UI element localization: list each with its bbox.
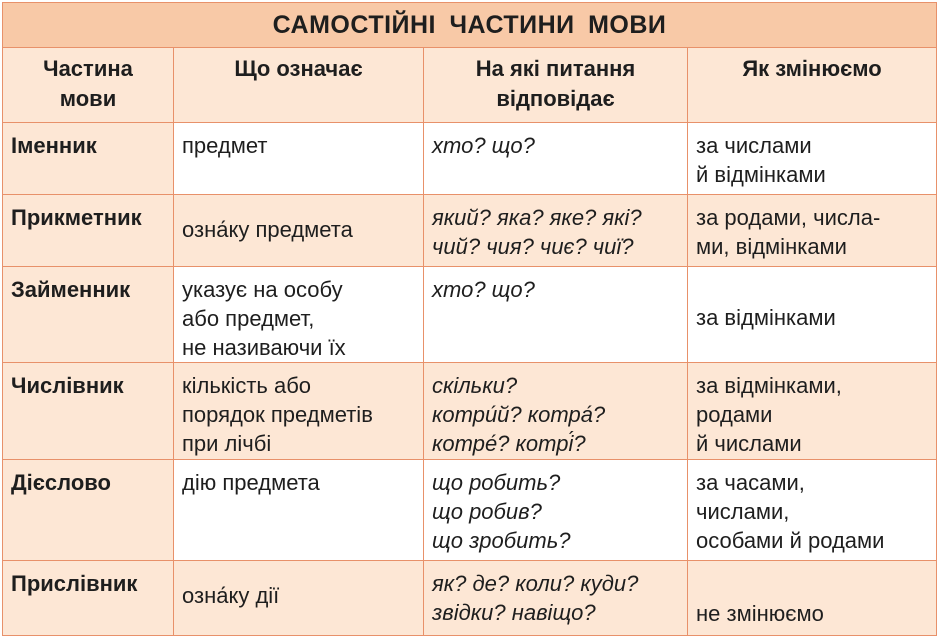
row-name: Прислівник [11, 571, 138, 596]
row-name-cell [3, 195, 174, 267]
table-row [3, 267, 937, 363]
row-name: Дієслово [11, 470, 111, 495]
changes-cell [688, 123, 937, 195]
header-meaning [174, 48, 424, 123]
meaning-text: кількість або [182, 373, 312, 398]
meaning-text: предмет [182, 133, 268, 158]
changes-cell [688, 561, 937, 636]
meaning-text: дію предмета [182, 470, 320, 495]
row-name-cell [3, 460, 174, 561]
meaning-text: порядок предметів [182, 402, 373, 427]
question-text: скільки? [432, 373, 518, 398]
table-title-cell [3, 3, 937, 48]
meaning-cell [174, 561, 424, 636]
row-name-cell [3, 363, 174, 460]
questions-cell [424, 561, 688, 636]
header-text: Як змінюємо [742, 56, 882, 81]
meaning-cell [174, 267, 424, 363]
question-text: що робив? [432, 499, 542, 524]
question-text: як? де? коли? куди? [432, 571, 639, 596]
header-row [3, 48, 937, 123]
header-text: Що означає [234, 56, 363, 81]
meaning-cell [174, 460, 424, 561]
question-text: котре́? котрі́? [432, 431, 586, 456]
changes-text: родами [696, 402, 773, 427]
changes-text: за відмінками [696, 305, 836, 330]
changes-text: ми, відмінками [696, 234, 847, 259]
table-row [3, 195, 937, 267]
question-text: хто? що? [432, 277, 535, 302]
changes-text: за відмінками, [696, 373, 842, 398]
changes-text: не змінюємо [696, 601, 824, 626]
parts-of-speech-table-wrapper [2, 2, 936, 636]
row-name-cell [3, 561, 174, 636]
meaning-text: озна́ку предмета [182, 217, 353, 242]
meaning-text: або предмет, [182, 306, 315, 331]
header-text: Частина [43, 56, 133, 81]
title-row [3, 3, 937, 48]
meaning-text: при лічбі [182, 431, 272, 456]
parts-of-speech-table [2, 2, 937, 636]
table-row [3, 363, 937, 460]
questions-cell [424, 460, 688, 561]
changes-text: за числами [696, 133, 812, 158]
row-name-cell [3, 123, 174, 195]
table-row [3, 460, 937, 561]
questions-cell [424, 123, 688, 195]
meaning-cell [174, 123, 424, 195]
row-name-cell [3, 267, 174, 363]
changes-text: й числами [696, 431, 802, 456]
table-row [3, 123, 937, 195]
header-text: мови [59, 86, 117, 111]
question-text: що зробить? [432, 528, 571, 553]
table-row [3, 561, 937, 636]
header-text: відповідає [496, 86, 615, 111]
questions-cell [424, 363, 688, 460]
changes-text: за родами, числа- [696, 205, 881, 230]
table-title: САМОСТІЙНІ ЧАСТИНИ МОВИ [272, 10, 667, 39]
row-name: Іменник [11, 133, 97, 158]
question-text: хто? що? [432, 133, 535, 158]
row-name: Числівник [11, 373, 124, 398]
question-text: звідки? навіщо? [432, 600, 596, 625]
row-name: Займенник [11, 277, 131, 302]
changes-text: особами й родами [696, 528, 885, 553]
changes-text: й відмінками [696, 162, 826, 187]
meaning-text: озна́ку дії [182, 583, 280, 608]
question-text: котри́й? котра́? [432, 402, 606, 427]
question-text: який? яка? яке? які? [432, 205, 642, 230]
changes-cell [688, 267, 937, 363]
question-text: що робить? [432, 470, 561, 495]
question-text: чий? чия? чиє? чиї? [432, 234, 634, 259]
questions-cell [424, 267, 688, 363]
header-text: На які питання [475, 56, 636, 81]
meaning-cell [174, 195, 424, 267]
changes-cell [688, 460, 937, 561]
questions-cell [424, 195, 688, 267]
header-changes [688, 48, 937, 123]
meaning-text: указує на особу [182, 277, 343, 302]
meaning-cell [174, 363, 424, 460]
row-name: Прикметник [11, 205, 142, 230]
changes-text: за часами, [696, 470, 805, 495]
changes-text: числами, [696, 499, 790, 524]
changes-cell [688, 195, 937, 267]
meaning-text: не називаючи їх [182, 335, 346, 360]
changes-cell [688, 363, 937, 460]
header-part-of-speech [3, 48, 174, 123]
header-questions [424, 48, 688, 123]
